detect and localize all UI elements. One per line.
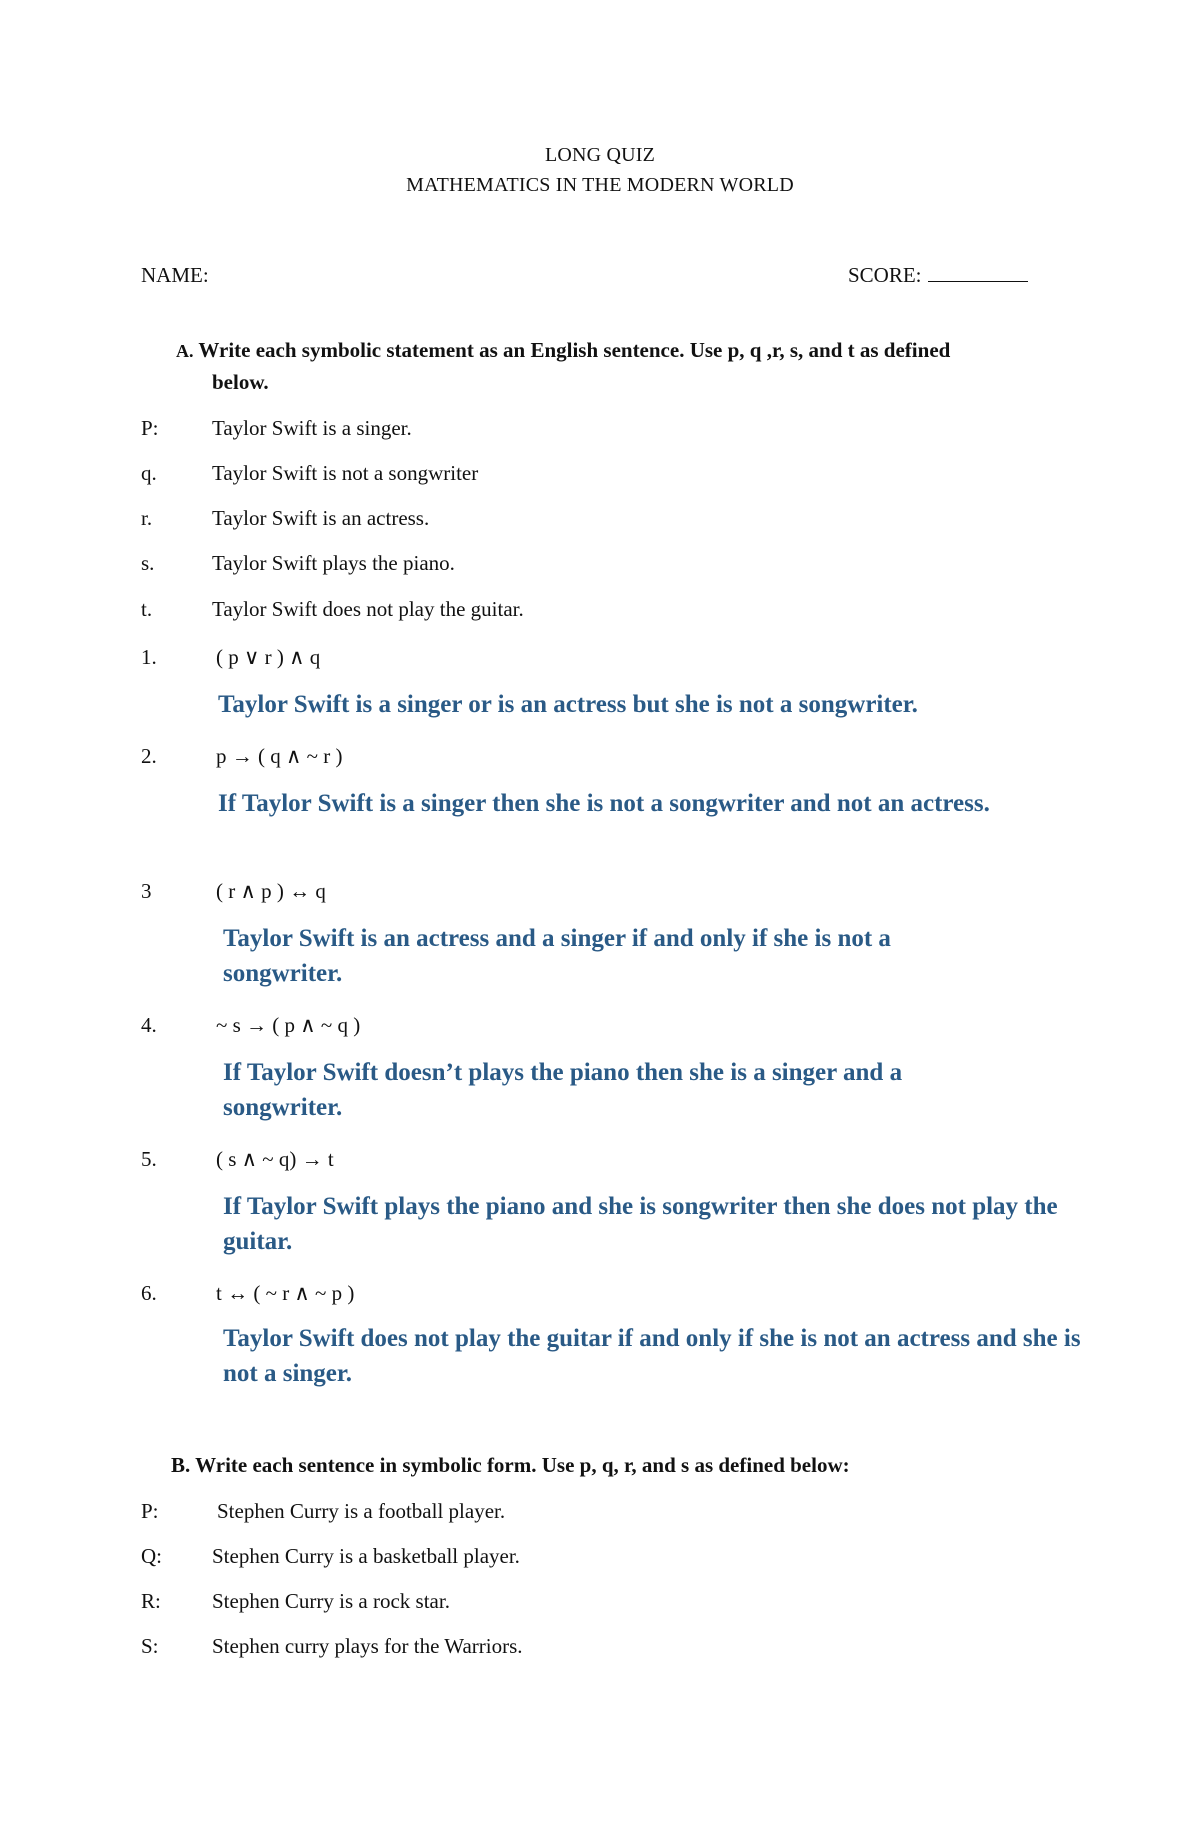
definition-text: Stephen Curry is a basketball player. [212, 1544, 520, 1568]
item-answer: Taylor Swift is an actress and a singer if and only if she is not a songwriter. [223, 925, 891, 987]
item-number: 3 [141, 879, 152, 903]
score-label: SCORE: [848, 263, 922, 287]
item-number: 4. [141, 1013, 157, 1037]
item-number: 6. [141, 1281, 157, 1305]
item-answer: If Taylor Swift is a singer then she is not a songwriter and not an actress. [218, 790, 990, 817]
definition-label: r. [141, 506, 153, 530]
definition-label: t. [141, 597, 153, 621]
section-a-instruction-line1: Write each symbolic statement as an English sentence. Use p, q ,r, s, and t as defined [198, 338, 951, 362]
definition-text: Stephen curry plays for the Warriors. [212, 1634, 523, 1658]
item-formula: ( r ∧ p ) ↔ q [216, 879, 326, 903]
page-title: LONG QUIZ [544, 144, 656, 166]
definition-text: Stephen Curry is a rock star. [212, 1589, 450, 1613]
definition-label: s. [141, 551, 155, 575]
item-answer: If Taylor Swift plays the piano and she is songwriter then she does not play the guitar. [223, 1193, 1058, 1255]
item-formula: ~ s → ( p ∧ ~ q ) [216, 1013, 361, 1037]
item-formula: p → ( q ∧ ~ r ) [216, 744, 343, 768]
item-number: 2. [141, 744, 157, 768]
name-label: NAME: [141, 263, 209, 287]
definition-text: Taylor Swift is not a songwriter [212, 461, 479, 485]
item-answer: Taylor Swift does not play the guitar if and only if she is not an actress and she is not a singer. [223, 1325, 1081, 1387]
definition-label: P: [141, 416, 159, 440]
item-formula: ( s ∧ ~ q) → t [216, 1147, 334, 1171]
definition-text: Taylor Swift is a singer. [212, 416, 412, 440]
definition-text: Stephen Curry is a football player. [217, 1499, 506, 1523]
definition-label: R: [141, 1589, 161, 1613]
item-number: 5. [141, 1147, 157, 1171]
definition-text: Taylor Swift is an actress. [212, 506, 430, 530]
section-a-instruction-line2: below. [212, 370, 269, 394]
definition-text: Taylor Swift does not play the guitar. [212, 597, 524, 621]
definition-label: S: [141, 1634, 159, 1658]
item-formula: ( p ∨ r ) ∧ q [216, 645, 321, 669]
section-a-letter: A. [176, 341, 194, 361]
page-subtitle: MATHEMATICS IN THE MODERN WORLD [406, 174, 794, 196]
item-formula: t ↔ ( ~ r ∧ ~ p ) [216, 1281, 355, 1305]
definition-label: q. [141, 461, 157, 485]
score-field [848, 263, 1028, 288]
score-blank [928, 263, 1028, 282]
item-number: 1. [141, 645, 157, 669]
definition-label: P: [141, 1499, 159, 1523]
definition-label: Q: [141, 1544, 162, 1568]
definition-text: Taylor Swift plays the piano. [212, 551, 455, 575]
item-answer: If Taylor Swift doesn’t plays the piano then she is a singer and a songwriter. [223, 1059, 903, 1121]
section-a-heading [176, 338, 950, 363]
section-b-heading: B. Write each sentence in symbolic form. Use p, q, r, and s as defined below: [171, 1453, 850, 1477]
item-answer: Taylor Swift is a singer or is an actress but she is not a songwriter. [218, 691, 918, 718]
